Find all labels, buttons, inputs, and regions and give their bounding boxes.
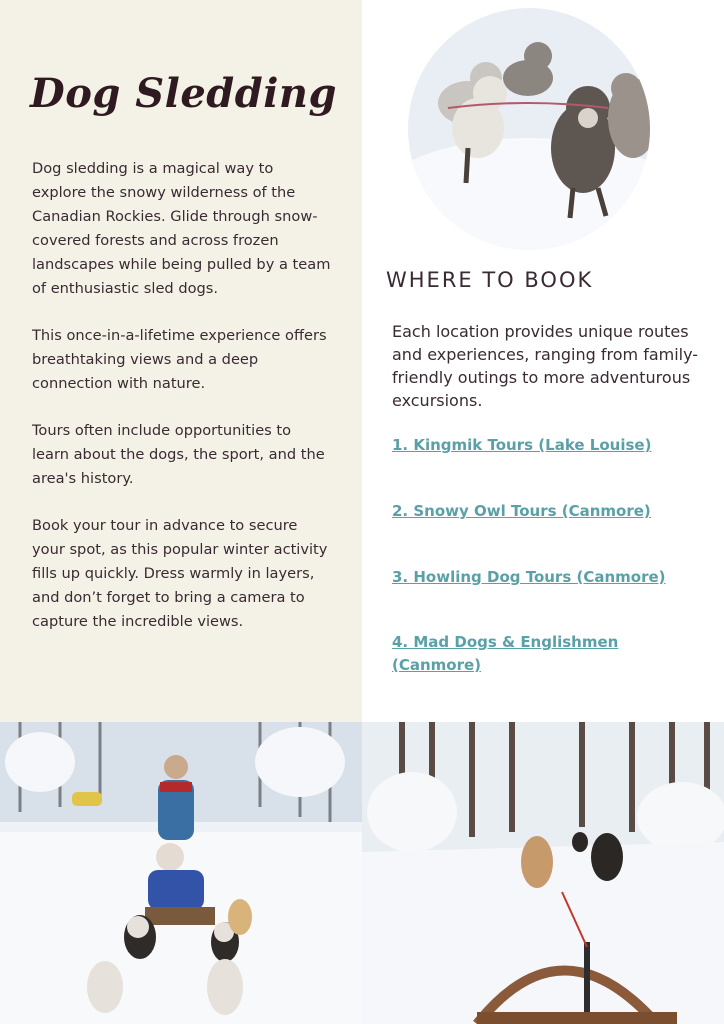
family-sledding-photo [0, 722, 362, 1024]
booking-intro: Each location provides unique routes and experiences, ranging from family-friendly outings to more adventurous excursions. [392, 322, 699, 410]
page-title: Dog Sledding [30, 70, 337, 117]
paragraph-booking-tips: Book your tour in advance to secure your spot, as this popular winter activity fills up quickly. Dress warmly in layers, and don’t forget to bring a camera to capture the incredible views. [32, 517, 328, 630]
paragraph-intro: Dog sledding is a magical way to explore the snowy wilderness of the Canadian Rockies. Glide through snow-covered forests and across frozen landscapes while being pulled by a team of enthusiastic sled dogs. [32, 160, 331, 297]
sled-dogs-circle-photo [408, 8, 650, 250]
forest-trail-photo [362, 722, 724, 1024]
link-snowy-owl-tours[interactable]: 2. Snowy Owl Tours (Canmore) [392, 502, 651, 520]
paragraph-tours: Tours often include opportunities to learn about the dogs, the sport, and the area's history. [32, 422, 325, 487]
paragraph-experience: This once-in-a-lifetime experience offers breathtaking views and a deep connection with nature. [32, 327, 327, 392]
where-to-book-heading: WHERE TO BOOK [386, 268, 594, 292]
link-howling-dog-tours[interactable]: 3. Howling Dog Tours (Canmore) [392, 568, 666, 586]
description-text [32, 157, 332, 657]
link-mad-dogs-englishmen[interactable]: 4. Mad Dogs & Englishmen (Canmore) [392, 633, 619, 674]
link-kingmik-tours[interactable]: 1. Kingmik Tours (Lake Louise) [392, 436, 652, 454]
